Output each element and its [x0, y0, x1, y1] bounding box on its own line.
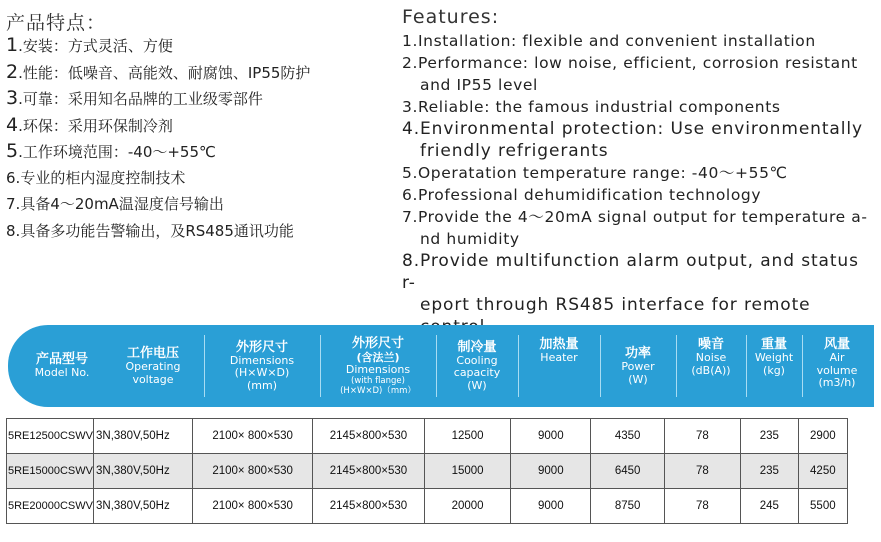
header-voltage-en: Operating	[125, 360, 181, 373]
header-cooling	[438, 325, 516, 407]
cell-dimensions-flange: 2145×800×530	[313, 454, 425, 489]
cn-feature-item	[6, 60, 311, 90]
header-model	[22, 325, 102, 407]
header-model-en: Model No.	[34, 366, 90, 380]
header-airflow-cn: 风量	[823, 337, 850, 352]
cell-dimensions: 2100× 800×530	[193, 489, 313, 524]
en-features-list	[402, 30, 872, 338]
cell-power: 4350	[591, 419, 664, 454]
header-dimensions-flange-cn2: (含法兰)	[356, 350, 400, 364]
cn-feature-num: 8	[6, 221, 16, 240]
header-dimensions-flange	[322, 325, 434, 407]
header-weight-cn: 重量	[760, 337, 787, 352]
header-divider	[746, 335, 747, 397]
header-dimensions-en: (H×W×D)	[234, 366, 290, 380]
cell-airflow: 4250	[798, 454, 847, 489]
cn-feature-item	[6, 142, 310, 169]
header-noise-en: Noise	[695, 351, 727, 364]
en-feature-item	[402, 118, 872, 162]
header-cooling-en: (W)	[467, 378, 487, 392]
cn-feature-item	[6, 113, 310, 143]
cell-dimensions: 2100× 800×530	[193, 419, 313, 454]
cell-noise: 78	[664, 489, 740, 524]
cell-model: 5RE15000CSWV	[7, 454, 94, 489]
cn-feature-num: 3	[6, 87, 19, 109]
en-feature-line: 7.Provide the 4～20mA signal output for temperature a-	[402, 208, 868, 226]
header-voltage-cn: 工作电压	[126, 346, 179, 361]
en-feature-line: 5.Operatation temperature range: -40～+55℃	[402, 164, 788, 182]
cell-dimensions: 2100× 800×530	[193, 454, 313, 489]
cell-airflow: 5500	[798, 489, 847, 524]
header-divider	[802, 335, 803, 397]
cn-feature-num: 1	[6, 34, 19, 56]
cn-feature-text: .工作环境范围：-40～+55℃	[18, 143, 216, 161]
cn-feature-num: 5	[6, 140, 19, 162]
header-dimensions-cn: 外形尺寸	[235, 339, 288, 355]
header-heater-cn: 加热量	[539, 337, 579, 352]
en-feature-item	[402, 96, 872, 118]
header-heater-en: Heater	[540, 351, 578, 364]
header-power	[602, 325, 674, 407]
cn-feature-text: .安装：方式灵活、方便	[18, 37, 173, 55]
cell-voltage: 3N,380V,50Hz	[94, 489, 193, 524]
cell-weight: 235	[740, 454, 798, 489]
cn-feature-text: .可靠：采用知名品牌的工业级零部件	[18, 90, 263, 108]
header-dimensions-en: (mm)	[246, 378, 277, 392]
header-noise-en: (dB(A))	[691, 363, 731, 377]
cell-airflow: 2900	[798, 419, 847, 454]
cell-cooling: 15000	[424, 454, 510, 489]
cn-feature-text: .具备多功能告警输出，及RS485通讯功能	[15, 221, 294, 240]
cn-feature-text: .专业的柜内湿度控制技术	[15, 168, 186, 187]
en-feature-line-cont: nd humidity	[420, 230, 520, 248]
cell-weight: 245	[740, 489, 798, 524]
header-divider	[320, 335, 321, 397]
cn-feature-num: 7	[6, 195, 16, 213]
en-feature-line: 3.Reliable: the famous industrial components	[402, 98, 781, 116]
header-dimensions-flange-en: (H×W×D)（mm）	[340, 386, 416, 397]
en-feature-line: 6.Professional dehumidification technology	[402, 186, 762, 204]
table-row	[7, 419, 848, 454]
en-feature-line: 8.Provide multifunction alarm output, and status r-	[402, 251, 859, 293]
cell-heater: 9000	[511, 489, 591, 524]
header-cooling-en: Cooling	[456, 353, 498, 367]
cn-feature-text: .具备4～20mA温湿度信号输出	[15, 195, 224, 213]
cn-features-list	[6, 36, 310, 248]
header-dimensions-flange-en: Dimensions	[345, 362, 411, 376]
cn-feature-num: 2	[6, 60, 19, 83]
header-dimensions-en: Dimensions	[229, 353, 295, 367]
cn-feature-text: .性能：低噪音、高能效、耐腐蚀、IP55防护	[18, 63, 311, 82]
header-cooling-en: capacity	[453, 366, 501, 380]
cell-noise: 78	[664, 419, 740, 454]
header-dimensions-flange-cn: 外形尺寸	[351, 335, 404, 351]
cell-voltage: 3N,380V,50Hz	[94, 419, 193, 454]
en-feature-item	[402, 52, 872, 96]
spec-table-header	[8, 325, 874, 407]
header-airflow-en: (m3/h)	[818, 376, 856, 389]
cell-heater: 9000	[511, 454, 591, 489]
cell-cooling: 20000	[424, 489, 510, 524]
cell-model: 5RE20000CSWV	[7, 489, 94, 524]
table-row	[7, 454, 848, 489]
en-feature-line-cont: and IP55 level	[420, 76, 538, 94]
header-divider	[600, 335, 601, 397]
en-features-title: Features:	[402, 6, 500, 28]
cell-power: 6450	[591, 454, 664, 489]
cn-feature-num: 6	[6, 168, 16, 187]
header-cooling-cn: 制冷量	[457, 339, 497, 355]
en-feature-line-cont: eport through RS485 interface for remote	[420, 295, 811, 315]
header-divider	[436, 335, 437, 397]
header-weight-en: Weight	[754, 351, 794, 364]
header-weight-en: (kg)	[763, 363, 785, 377]
header-weight	[748, 325, 800, 407]
en-feature-item	[402, 206, 872, 250]
header-airflow-en: Air	[829, 351, 845, 364]
cell-dimensions-flange: 2145×800×530	[313, 419, 425, 454]
header-dimensions-flange-en: (with flange)	[351, 376, 405, 387]
cell-voltage: 3N,380V,50Hz	[94, 454, 193, 489]
header-airflow	[804, 325, 870, 407]
cell-noise: 78	[664, 454, 740, 489]
cn-feature-item	[6, 195, 310, 222]
cn-feature-item	[6, 36, 310, 63]
header-airflow-en: volume	[816, 363, 858, 377]
cell-heater: 9000	[511, 419, 591, 454]
en-feature-line: 2.Performance: low noise, efficient, corrosion resistant	[402, 54, 858, 72]
en-feature-line: 4.Environmental protection: Use environmentally	[402, 119, 863, 139]
en-feature-item	[402, 30, 872, 52]
cn-feature-num: 4	[6, 113, 19, 136]
en-feature-line: 1.Installation: flexible and convenient installation	[402, 32, 816, 50]
cell-dimensions-flange: 2145×800×530	[313, 489, 425, 524]
header-power-en: (W)	[628, 372, 648, 386]
header-model-cn: 产品型号	[35, 352, 88, 368]
header-divider	[204, 335, 205, 397]
table-row	[7, 489, 848, 524]
cn-feature-item	[6, 169, 310, 196]
header-power-en: Power	[621, 360, 655, 373]
header-voltage	[110, 325, 196, 407]
header-divider	[676, 335, 677, 397]
cell-model: 5RE12500CSWV	[7, 419, 94, 454]
header-dimensions	[206, 325, 318, 407]
header-noise-cn: 噪音	[697, 337, 724, 352]
cell-power: 8750	[591, 489, 664, 524]
header-voltage-en: voltage	[132, 372, 174, 386]
header-divider	[518, 335, 519, 397]
en-feature-line-cont: friendly refrigerants	[420, 141, 609, 161]
cn-feature-item	[6, 89, 310, 116]
header-power-cn: 功率	[624, 346, 651, 361]
cn-feature-item	[6, 222, 310, 249]
spec-table	[6, 418, 848, 524]
header-heater	[520, 325, 598, 407]
cell-cooling: 12500	[424, 419, 510, 454]
header-noise	[678, 325, 744, 407]
cell-weight: 235	[740, 419, 798, 454]
en-feature-item	[402, 184, 872, 206]
en-feature-item	[402, 162, 872, 184]
cn-feature-text: .环保：采用环保制冷剂	[18, 116, 173, 135]
cn-features-title: 产品特点：	[6, 12, 107, 34]
